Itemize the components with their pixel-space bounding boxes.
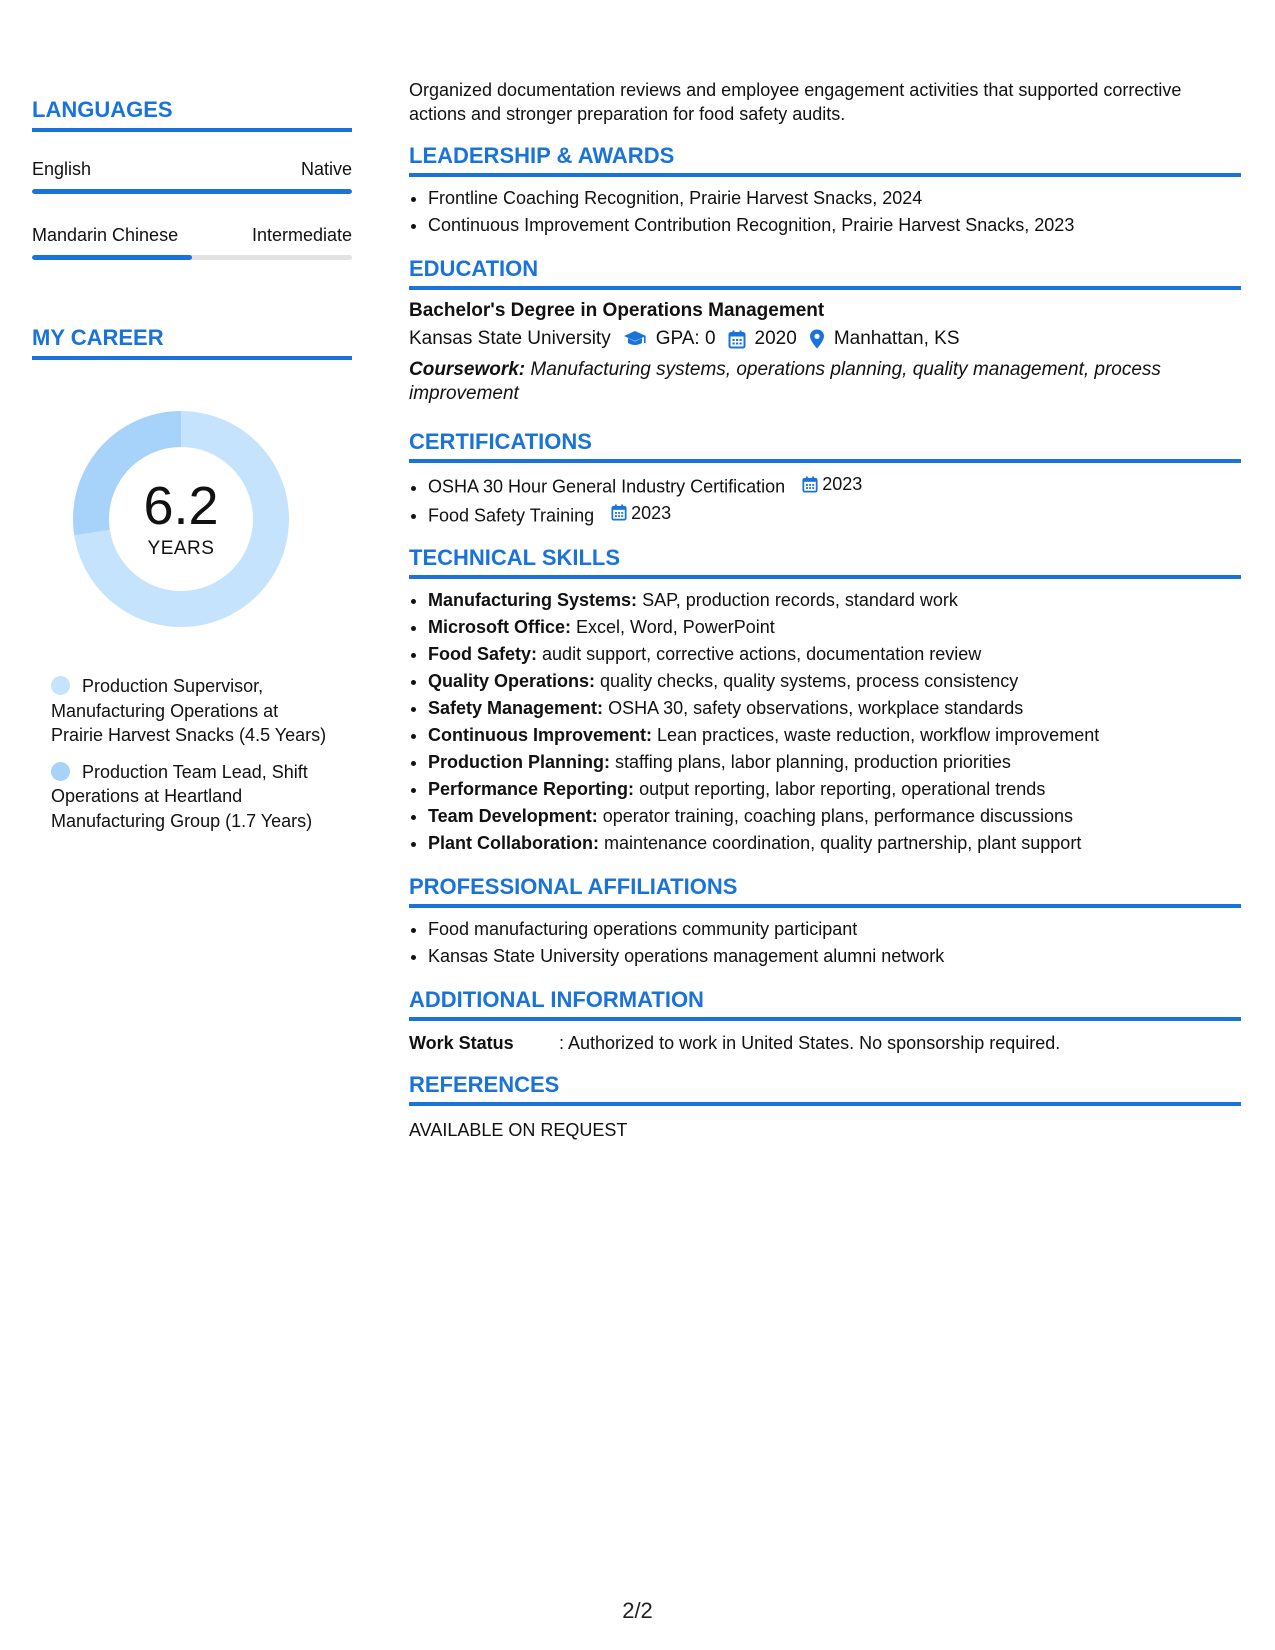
language-item — [32, 224, 352, 260]
skill-item — [428, 668, 1241, 695]
languages-list — [32, 158, 352, 260]
technical-skills-list — [409, 587, 1241, 857]
technical-skills-section — [409, 544, 1241, 857]
skill-label: Food Safety: — [428, 644, 538, 664]
skill-item — [428, 614, 1241, 641]
main-column — [409, 78, 1241, 1142]
skill-label: Plant Collaboration: — [428, 833, 599, 853]
coursework-label: Coursework: — [409, 359, 526, 380]
sidebar — [32, 96, 352, 845]
certification-name: Food Safety Training — [428, 505, 595, 525]
career-total-value: 6.2 — [143, 476, 219, 536]
skill-item — [428, 830, 1241, 857]
career-legend-text: Production Supervisor, Manufacturing Operations at Prairie Harvest Snacks (4.5 Years) — [51, 676, 327, 745]
skill-label: Production Planning: — [428, 752, 610, 772]
skill-label: Team Development: — [428, 806, 598, 826]
education-gpa: GPA: 0 — [655, 328, 716, 349]
skill-text: audit support, corrective actions, documentation review — [542, 644, 982, 664]
skill-text: staffing plans, labor planning, production priorities — [615, 752, 1011, 772]
list-item: • Food manufacturing operations community participant — [428, 916, 1241, 943]
work-status-value: : Authorized to work in United States. No sponsorship required. — [559, 1033, 1061, 1053]
skill-text: OSHA 30, safety observations, workplace standards — [608, 698, 1024, 718]
languages-heading: LANGUAGES — [32, 96, 352, 132]
skill-label: Microsoft Office: — [428, 617, 572, 637]
career-donut-chart — [66, 404, 296, 634]
skill-text: quality checks, quality systems, process consistency — [600, 671, 1019, 691]
career-legend-item — [51, 674, 331, 748]
skill-item — [428, 749, 1241, 776]
map-pin-icon — [809, 329, 825, 349]
certifications-section — [409, 428, 1241, 528]
education-section — [409, 255, 1241, 406]
leadership-section — [409, 142, 1241, 239]
skill-text: Excel, Word, PowerPoint — [576, 617, 775, 637]
skill-item — [428, 776, 1241, 803]
education-year: 2020 — [754, 328, 797, 349]
graduation-cap-icon — [623, 330, 647, 348]
skill-label: Performance Reporting: — [428, 779, 635, 799]
career-legend-dot — [51, 762, 70, 781]
list-item: • Continuous Improvement Contribution Recognition, Prairie Harvest Snacks, 2023 — [428, 212, 1241, 239]
language-name: Mandarin Chinese — [32, 225, 179, 245]
technical-skills-heading: TECHNICAL SKILLS — [409, 544, 1241, 579]
skill-text: output reporting, labor reporting, operational trends — [639, 779, 1046, 799]
skill-text: maintenance coordination, quality partnership, plant support — [604, 833, 1082, 853]
certification-name: OSHA 30 Hour General Industry Certification — [428, 476, 786, 497]
certification-year: 2023 — [822, 474, 863, 494]
skill-text: SAP, production records, standard work — [642, 590, 958, 610]
leadership-heading: LEADERSHIP & AWARDS — [409, 142, 1241, 177]
coursework-text: Manufacturing systems, operations planning, quality management, process improvement — [409, 359, 1161, 404]
career-legend-item — [51, 760, 331, 834]
certifications-heading: CERTIFICATIONS — [409, 428, 1241, 463]
references-heading: REFERENCES — [409, 1071, 1241, 1106]
skill-item — [428, 695, 1241, 722]
education-coursework — [409, 358, 1241, 406]
skill-text: Lean practices, waste reduction, workflow improvement — [657, 725, 1100, 745]
education-heading: EDUCATION — [409, 255, 1241, 290]
skill-item — [428, 587, 1241, 614]
additional-info-heading: ADDITIONAL INFORMATION — [409, 986, 1241, 1021]
additional-info-section — [409, 986, 1241, 1055]
skill-item — [428, 722, 1241, 749]
education-school: Kansas State University — [409, 328, 611, 349]
language-name: English — [32, 159, 92, 179]
language-proficiency-fill — [32, 255, 192, 260]
references-section — [409, 1071, 1241, 1142]
certification-item — [428, 471, 1241, 500]
career-legend-text: Production Team Lead, Shift Operations at Heartland Manufacturing Group (1.7 Years) — [51, 761, 313, 831]
affiliations-heading: PROFESSIONAL AFFILIATIONS — [409, 873, 1241, 908]
language-item — [32, 158, 352, 194]
education-meta — [409, 324, 1241, 354]
skill-label: Safety Management: — [428, 698, 604, 718]
language-proficiency-fill — [32, 189, 352, 194]
language-proficiency-bar — [32, 255, 352, 260]
leadership-list — [409, 185, 1241, 239]
skill-label: Quality Operations: — [428, 671, 596, 691]
language-level: Native — [300, 159, 352, 179]
experience-continuation-text: Organized documentation reviews and employee engagement activities that supported corrective actions and stronger preparation for food safety audits. — [409, 80, 1182, 124]
career-heading: MY CAREER — [32, 324, 352, 360]
skill-item — [428, 803, 1241, 830]
career-legend-dot — [51, 676, 70, 695]
language-proficiency-bar — [32, 189, 352, 194]
affiliations-list — [409, 916, 1241, 970]
education-location: Manhattan, KS — [833, 328, 960, 349]
career-total-unit: YEARS — [147, 538, 215, 559]
career-legend — [51, 674, 331, 833]
references-text: AVAILABLE ON REQUEST — [409, 1120, 628, 1140]
skill-label: Continuous Improvement: — [428, 725, 652, 745]
certification-item — [428, 500, 1241, 529]
work-status-row — [409, 1031, 1241, 1055]
skill-label: Manufacturing Systems: — [428, 590, 638, 610]
skill-item — [428, 641, 1241, 668]
certifications-list — [409, 471, 1241, 528]
education-degree: Bachelor's Degree in Operations Management — [409, 300, 825, 321]
work-status-label: Work Status — [409, 1033, 514, 1053]
certification-year: 2023 — [631, 502, 672, 523]
calendar-icon — [802, 476, 818, 493]
calendar-icon — [728, 330, 746, 349]
list-item: • Kansas State University operations management alumni network — [428, 943, 1241, 970]
calendar-icon — [611, 504, 627, 521]
affiliations-section — [409, 873, 1241, 970]
list-item: • Frontline Coaching Recognition, Prairie Harvest Snacks, 2024 — [428, 185, 1241, 212]
page-number: 2/2 — [622, 1598, 653, 1623]
language-level: Intermediate — [251, 225, 352, 245]
skill-text: operator training, coaching plans, performance discussions — [602, 806, 1073, 826]
